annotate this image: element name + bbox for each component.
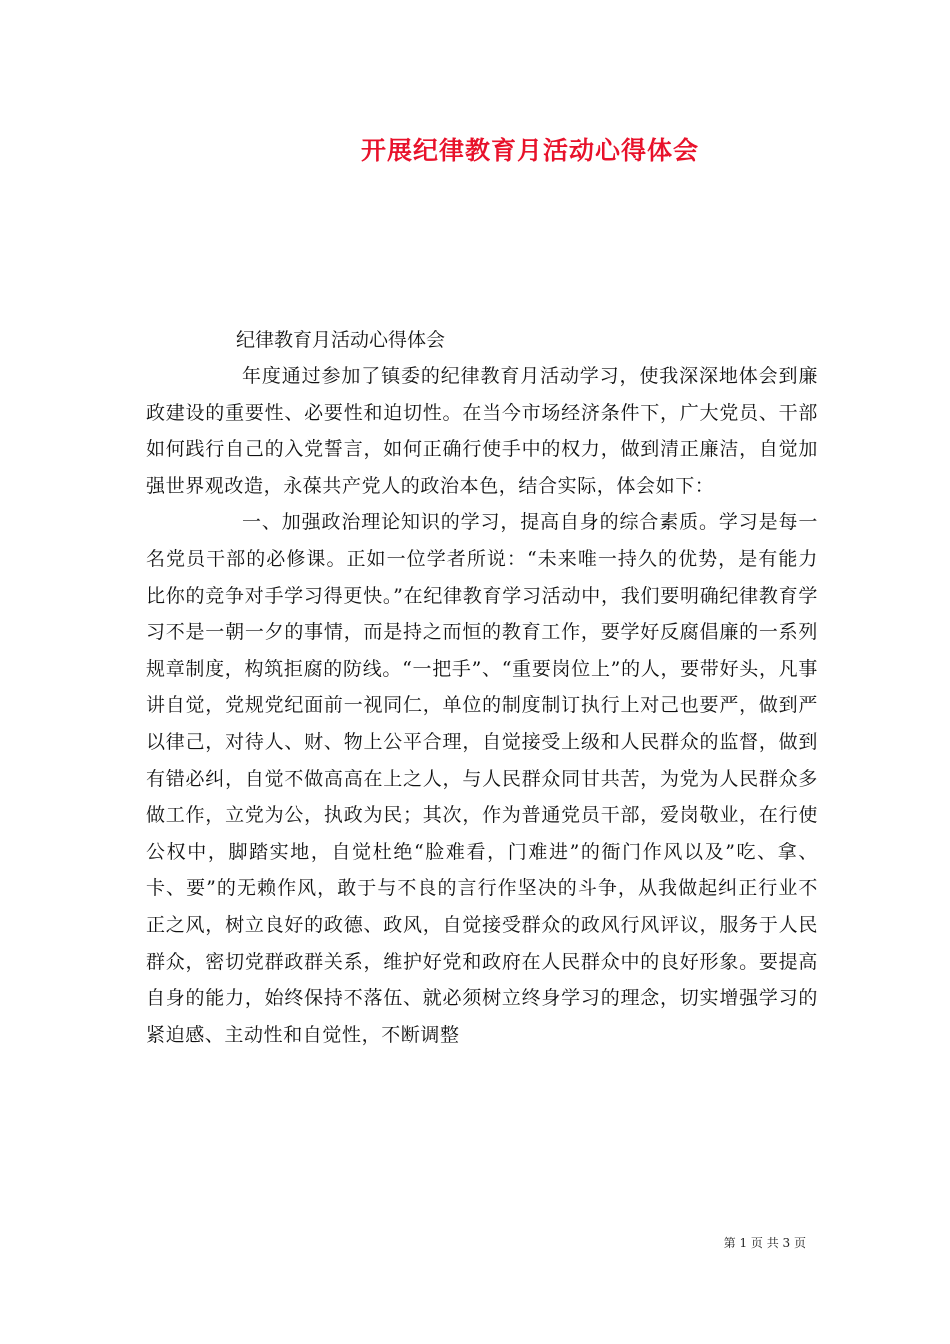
document-title: 开展纪律教育月活动心得体会 <box>360 136 699 165</box>
body-paragraph: 年度通过参加了镇委的纪律教育月活动学习，使我深深地体会到廉政建设的重要性、必要性和迫切性。在当今市场经济条件下，广大党员、干部如何践行自己的入党誓言，如何正确行使手中的权力，做到清正廉洁，自觉加强世界观改造，永葆共产党人的政治本色，结合实际，体会如下： <box>146 365 818 497</box>
body-paragraph: 一、加强政治理论知识的学习，提高自身的综合素质。学习是每一名党员干部的必修课。正如一位学者所说：“未来唯一持久的优势，是有能力比你的竞争对手学习得更快。”在纪律教育学习活动中，我们要明确纪律教育学习不是一朝一夕的事情，而是持之而恒的教育工作，要学好反腐倡廉的一系列规章制度，构筑拒腐的防线。“一把手”、“重要岗位上”的人，要带好头，凡事讲自觉，党规党纪面前一视同仁，单位的制度制订执行上对己也要严，做到严以律己，对待人、财、物上公平合理，自觉接受上级和人民群众的监督，做到有错必纠，自觉不做高高在上之人，与人民群众同甘共苦，为党为人民群众多做工作，立党为公，执政为民；其次，作为普通党员干部，爱岗敬业，在行使公权中，脚踏实地，自觉杜绝“脸难看，门难进”的衙门作风以及”吃、拿、卡、要”的无赖作风，敢于与不良的言行作坚决的斗争，从我做起纠正行业不正之风，树立良好的政德、政风，自觉接受群众的政风行风评议，服务于人民群众，密切党群政群关系，维护好党和政府在人民群众中的良好形象。要提高自身的能力，始终保持不落伍、就必须树立终身学习的理念，切实增强学习的紧迫感、主动性和自觉性，不断调整 <box>146 511 818 1046</box>
page-number-footer: 第 1 页 共 3 页 <box>723 1236 806 1250</box>
document-body <box>146 322 818 1053</box>
document-subtitle: 纪律教育月活动心得体会 <box>236 329 446 351</box>
